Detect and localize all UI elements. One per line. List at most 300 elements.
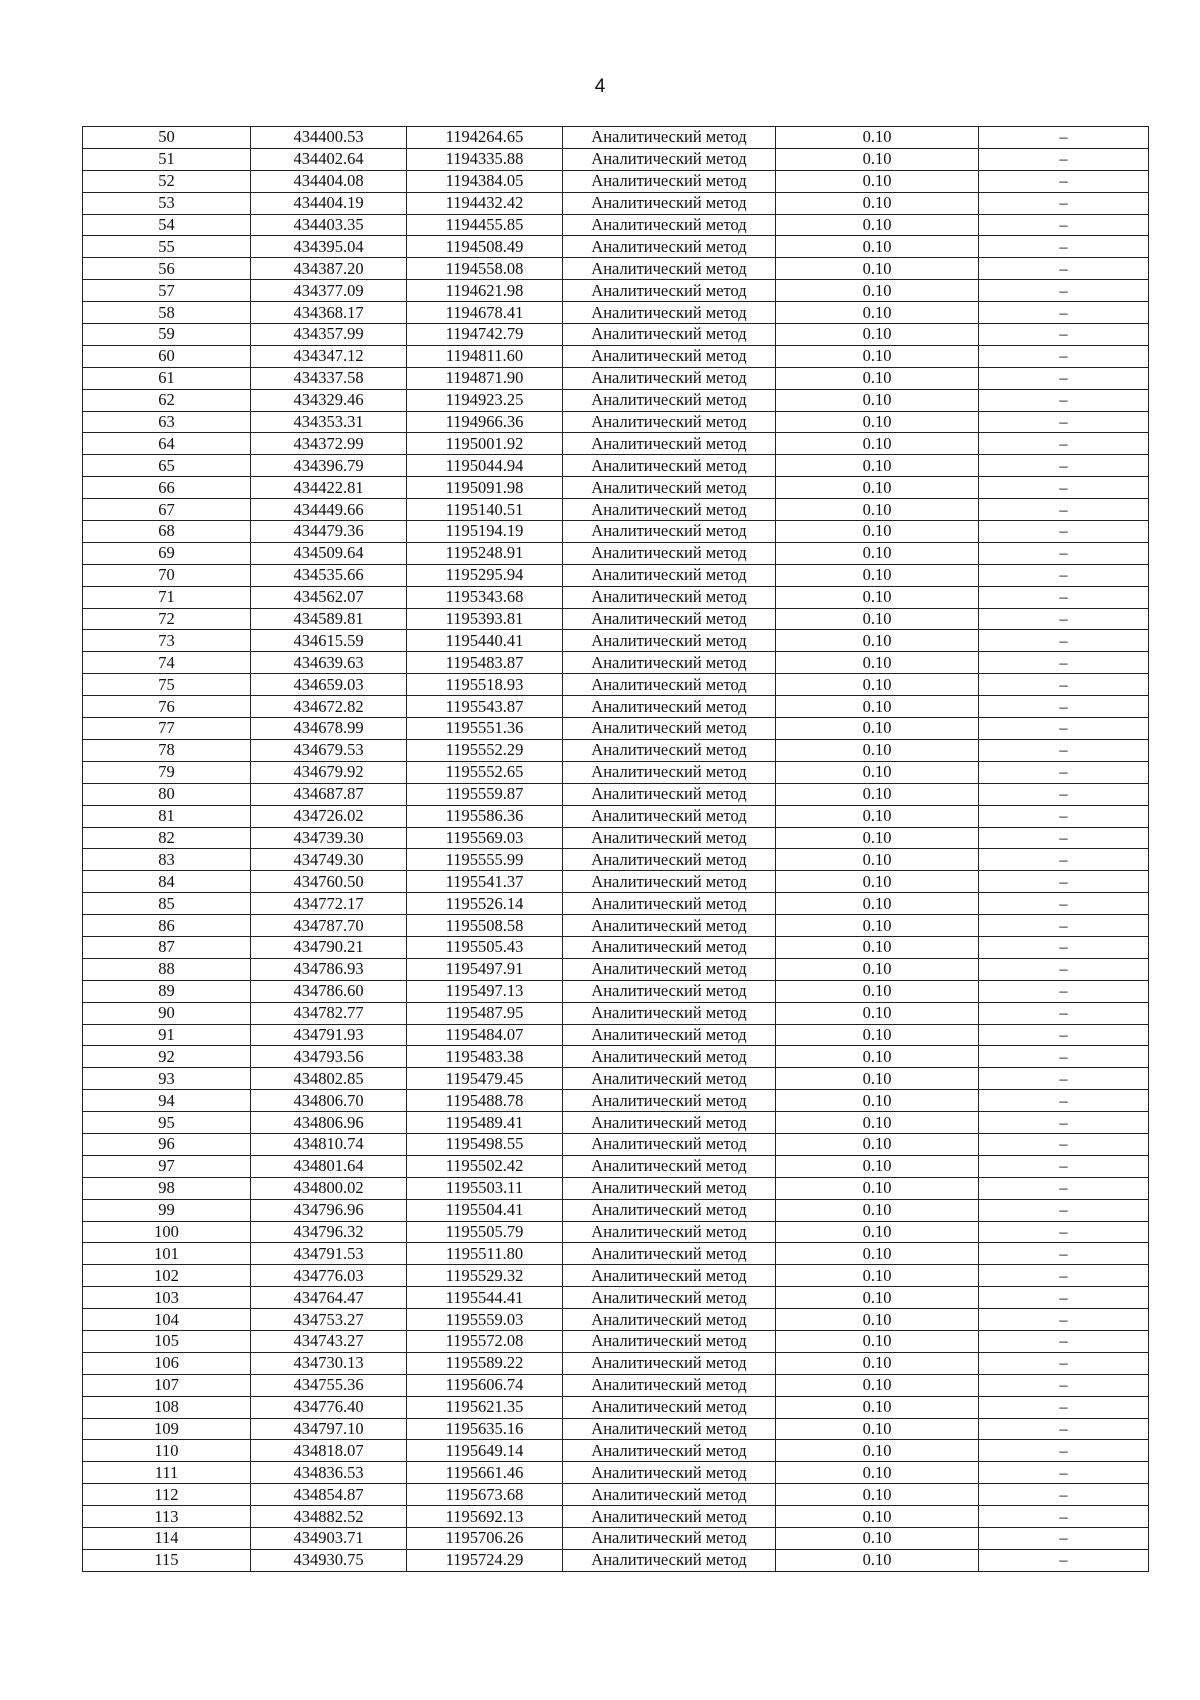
- method-cell: Аналитический метод: [563, 1177, 776, 1199]
- point-number-cell: 87: [83, 936, 251, 958]
- y-coordinate-cell: 1194871.90: [407, 367, 563, 389]
- method-cell: Аналитический метод: [563, 849, 776, 871]
- point-number-cell: 62: [83, 389, 251, 411]
- method-cell: Аналитический метод: [563, 214, 776, 236]
- table-row: [83, 214, 1149, 236]
- accuracy-cell: 0.10: [776, 1440, 979, 1462]
- y-coordinate-cell: 1195479.45: [407, 1068, 563, 1090]
- point-number-cell: 50: [83, 127, 251, 149]
- accuracy-cell: 0.10: [776, 1462, 979, 1484]
- y-coordinate-cell: 1195552.29: [407, 739, 563, 761]
- method-cell: Аналитический метод: [563, 389, 776, 411]
- point-number-cell: 88: [83, 958, 251, 980]
- y-coordinate-cell: 1195488.78: [407, 1090, 563, 1112]
- note-cell: –: [979, 170, 1149, 192]
- y-coordinate-cell: 1195569.03: [407, 827, 563, 849]
- point-number-cell: 115: [83, 1549, 251, 1571]
- note-cell: –: [979, 849, 1149, 871]
- note-cell: –: [979, 1287, 1149, 1309]
- y-coordinate-cell: 1195526.14: [407, 893, 563, 915]
- method-cell: Аналитический метод: [563, 1506, 776, 1528]
- y-coordinate-cell: 1195508.58: [407, 915, 563, 937]
- method-cell: Аналитический метод: [563, 980, 776, 1002]
- y-coordinate-cell: 1195343.68: [407, 586, 563, 608]
- table-row: [83, 1484, 1149, 1506]
- method-cell: Аналитический метод: [563, 652, 776, 674]
- note-cell: –: [979, 302, 1149, 324]
- accuracy-cell: 0.10: [776, 1265, 979, 1287]
- accuracy-cell: 0.10: [776, 345, 979, 367]
- x-coordinate-cell: 434679.92: [251, 761, 407, 783]
- method-cell: Аналитический метод: [563, 1090, 776, 1112]
- method-cell: Аналитический метод: [563, 1374, 776, 1396]
- table-row: [83, 1002, 1149, 1024]
- table-row: [83, 980, 1149, 1002]
- accuracy-cell: 0.10: [776, 827, 979, 849]
- table-row: [83, 367, 1149, 389]
- method-cell: Аналитический метод: [563, 827, 776, 849]
- note-cell: –: [979, 411, 1149, 433]
- x-coordinate-cell: 434749.30: [251, 849, 407, 871]
- method-cell: Аналитический метод: [563, 1352, 776, 1374]
- point-number-cell: 77: [83, 718, 251, 740]
- accuracy-cell: 0.10: [776, 564, 979, 586]
- point-number-cell: 100: [83, 1221, 251, 1243]
- x-coordinate-cell: 434535.66: [251, 564, 407, 586]
- table-row: [83, 258, 1149, 280]
- accuracy-cell: 0.10: [776, 1155, 979, 1177]
- point-number-cell: 105: [83, 1330, 251, 1352]
- y-coordinate-cell: 1195518.93: [407, 674, 563, 696]
- point-number-cell: 93: [83, 1068, 251, 1090]
- note-cell: –: [979, 630, 1149, 652]
- x-coordinate-cell: 434786.60: [251, 980, 407, 1002]
- method-cell: Аналитический метод: [563, 1287, 776, 1309]
- y-coordinate-cell: 1194811.60: [407, 345, 563, 367]
- accuracy-cell: 0.10: [776, 761, 979, 783]
- x-coordinate-cell: 434739.30: [251, 827, 407, 849]
- y-coordinate-cell: 1195551.36: [407, 718, 563, 740]
- x-coordinate-cell: 434797.10: [251, 1418, 407, 1440]
- table-row: [83, 499, 1149, 521]
- x-coordinate-cell: 434422.81: [251, 477, 407, 499]
- y-coordinate-cell: 1194432.42: [407, 192, 563, 214]
- y-coordinate-cell: 1195692.13: [407, 1506, 563, 1528]
- method-cell: Аналитический метод: [563, 1396, 776, 1418]
- point-number-cell: 98: [83, 1177, 251, 1199]
- point-number-cell: 69: [83, 542, 251, 564]
- note-cell: –: [979, 586, 1149, 608]
- method-cell: Аналитический метод: [563, 805, 776, 827]
- point-number-cell: 60: [83, 345, 251, 367]
- y-coordinate-cell: 1195044.94: [407, 455, 563, 477]
- note-cell: –: [979, 214, 1149, 236]
- accuracy-cell: 0.10: [776, 127, 979, 149]
- accuracy-cell: 0.10: [776, 148, 979, 170]
- accuracy-cell: 0.10: [776, 192, 979, 214]
- point-number-cell: 102: [83, 1265, 251, 1287]
- note-cell: –: [979, 1177, 1149, 1199]
- note-cell: –: [979, 192, 1149, 214]
- y-coordinate-cell: 1195552.65: [407, 761, 563, 783]
- accuracy-cell: 0.10: [776, 893, 979, 915]
- point-number-cell: 108: [83, 1396, 251, 1418]
- accuracy-cell: 0.10: [776, 1112, 979, 1134]
- y-coordinate-cell: 1195572.08: [407, 1330, 563, 1352]
- point-number-cell: 91: [83, 1024, 251, 1046]
- table-row: [83, 1418, 1149, 1440]
- accuracy-cell: 0.10: [776, 1068, 979, 1090]
- x-coordinate-cell: 434509.64: [251, 542, 407, 564]
- accuracy-cell: 0.10: [776, 1330, 979, 1352]
- y-coordinate-cell: 1194508.49: [407, 236, 563, 258]
- table-row: [83, 1133, 1149, 1155]
- y-coordinate-cell: 1195140.51: [407, 499, 563, 521]
- y-coordinate-cell: 1195706.26: [407, 1528, 563, 1550]
- table-row: [83, 1155, 1149, 1177]
- note-cell: –: [979, 236, 1149, 258]
- x-coordinate-cell: 434726.02: [251, 805, 407, 827]
- y-coordinate-cell: 1194264.65: [407, 127, 563, 149]
- y-coordinate-cell: 1195724.29: [407, 1549, 563, 1571]
- x-coordinate-cell: 434753.27: [251, 1309, 407, 1331]
- point-number-cell: 57: [83, 280, 251, 302]
- table-row: [83, 1549, 1149, 1571]
- table-row: [83, 477, 1149, 499]
- table-row: [83, 236, 1149, 258]
- table-row: [83, 1287, 1149, 1309]
- table-row: [83, 1243, 1149, 1265]
- accuracy-cell: 0.10: [776, 280, 979, 302]
- x-coordinate-cell: 434791.53: [251, 1243, 407, 1265]
- accuracy-cell: 0.10: [776, 1243, 979, 1265]
- table-row: [83, 936, 1149, 958]
- accuracy-cell: 0.10: [776, 608, 979, 630]
- table-row: [83, 827, 1149, 849]
- note-cell: –: [979, 1243, 1149, 1265]
- note-cell: –: [979, 696, 1149, 718]
- y-coordinate-cell: 1195511.80: [407, 1243, 563, 1265]
- method-cell: Аналитический метод: [563, 324, 776, 346]
- y-coordinate-cell: 1195543.87: [407, 696, 563, 718]
- table-row: [83, 805, 1149, 827]
- note-cell: –: [979, 127, 1149, 149]
- method-cell: Аналитический метод: [563, 1462, 776, 1484]
- x-coordinate-cell: 434790.21: [251, 936, 407, 958]
- point-number-cell: 61: [83, 367, 251, 389]
- y-coordinate-cell: 1195559.03: [407, 1309, 563, 1331]
- table-row: [83, 564, 1149, 586]
- point-number-cell: 85: [83, 893, 251, 915]
- x-coordinate-cell: 434801.64: [251, 1155, 407, 1177]
- accuracy-cell: 0.10: [776, 214, 979, 236]
- method-cell: Аналитический метод: [563, 564, 776, 586]
- method-cell: Аналитический метод: [563, 1155, 776, 1177]
- point-number-cell: 78: [83, 739, 251, 761]
- x-coordinate-cell: 434776.40: [251, 1396, 407, 1418]
- y-coordinate-cell: 1195586.36: [407, 805, 563, 827]
- accuracy-cell: 0.10: [776, 1221, 979, 1243]
- accuracy-cell: 0.10: [776, 367, 979, 389]
- accuracy-cell: 0.10: [776, 1418, 979, 1440]
- accuracy-cell: 0.10: [776, 1528, 979, 1550]
- table-row: [83, 1330, 1149, 1352]
- point-number-cell: 94: [83, 1090, 251, 1112]
- note-cell: –: [979, 608, 1149, 630]
- y-coordinate-cell: 1195503.11: [407, 1177, 563, 1199]
- x-coordinate-cell: 434377.09: [251, 280, 407, 302]
- y-coordinate-cell: 1195001.92: [407, 433, 563, 455]
- method-cell: Аналитический метод: [563, 1002, 776, 1024]
- accuracy-cell: 0.10: [776, 630, 979, 652]
- table-row: [83, 127, 1149, 149]
- x-coordinate-cell: 434810.74: [251, 1133, 407, 1155]
- y-coordinate-cell: 1194966.36: [407, 411, 563, 433]
- accuracy-cell: 0.10: [776, 258, 979, 280]
- point-number-cell: 97: [83, 1155, 251, 1177]
- y-coordinate-cell: 1194558.08: [407, 258, 563, 280]
- note-cell: –: [979, 827, 1149, 849]
- x-coordinate-cell: 434782.77: [251, 1002, 407, 1024]
- accuracy-cell: 0.10: [776, 433, 979, 455]
- accuracy-cell: 0.10: [776, 1374, 979, 1396]
- accuracy-cell: 0.10: [776, 586, 979, 608]
- point-number-cell: 81: [83, 805, 251, 827]
- table-row: [83, 893, 1149, 915]
- point-number-cell: 64: [83, 433, 251, 455]
- point-number-cell: 83: [83, 849, 251, 871]
- y-coordinate-cell: 1195606.74: [407, 1374, 563, 1396]
- y-coordinate-cell: 1195589.22: [407, 1352, 563, 1374]
- point-number-cell: 53: [83, 192, 251, 214]
- table-row: [83, 1199, 1149, 1221]
- x-coordinate-cell: 434772.17: [251, 893, 407, 915]
- note-cell: –: [979, 1506, 1149, 1528]
- method-cell: Аналитический метод: [563, 586, 776, 608]
- note-cell: –: [979, 433, 1149, 455]
- accuracy-cell: 0.10: [776, 652, 979, 674]
- note-cell: –: [979, 915, 1149, 937]
- coordinates-table-body: [83, 127, 1149, 1572]
- y-coordinate-cell: 1194678.41: [407, 302, 563, 324]
- method-cell: Аналитический метод: [563, 958, 776, 980]
- method-cell: Аналитический метод: [563, 499, 776, 521]
- accuracy-cell: 0.10: [776, 1352, 979, 1374]
- note-cell: –: [979, 761, 1149, 783]
- y-coordinate-cell: 1194384.05: [407, 170, 563, 192]
- x-coordinate-cell: 434615.59: [251, 630, 407, 652]
- method-cell: Аналитический метод: [563, 1330, 776, 1352]
- accuracy-cell: 0.10: [776, 696, 979, 718]
- x-coordinate-cell: 434743.27: [251, 1330, 407, 1352]
- method-cell: Аналитический метод: [563, 630, 776, 652]
- y-coordinate-cell: 1195649.14: [407, 1440, 563, 1462]
- point-number-cell: 99: [83, 1199, 251, 1221]
- table-row: [83, 389, 1149, 411]
- point-number-cell: 89: [83, 980, 251, 1002]
- x-coordinate-cell: 434760.50: [251, 871, 407, 893]
- table-row: [83, 280, 1149, 302]
- point-number-cell: 54: [83, 214, 251, 236]
- table-row: [83, 411, 1149, 433]
- table-row: [83, 849, 1149, 871]
- x-coordinate-cell: 434396.79: [251, 455, 407, 477]
- note-cell: –: [979, 783, 1149, 805]
- point-number-cell: 59: [83, 324, 251, 346]
- method-cell: Аналитический метод: [563, 936, 776, 958]
- accuracy-cell: 0.10: [776, 236, 979, 258]
- accuracy-cell: 0.10: [776, 455, 979, 477]
- method-cell: Аналитический метод: [563, 192, 776, 214]
- note-cell: –: [979, 477, 1149, 499]
- accuracy-cell: 0.10: [776, 324, 979, 346]
- method-cell: Аналитический метод: [563, 1440, 776, 1462]
- y-coordinate-cell: 1195497.13: [407, 980, 563, 1002]
- table-row: [83, 1352, 1149, 1374]
- table-row: [83, 324, 1149, 346]
- x-coordinate-cell: 434404.19: [251, 192, 407, 214]
- y-coordinate-cell: 1195483.87: [407, 652, 563, 674]
- accuracy-cell: 0.10: [776, 1046, 979, 1068]
- note-cell: –: [979, 1418, 1149, 1440]
- x-coordinate-cell: 434479.36: [251, 521, 407, 543]
- point-number-cell: 52: [83, 170, 251, 192]
- note-cell: –: [979, 936, 1149, 958]
- accuracy-cell: 0.10: [776, 1484, 979, 1506]
- method-cell: Аналитический метод: [563, 1309, 776, 1331]
- point-number-cell: 70: [83, 564, 251, 586]
- method-cell: Аналитический метод: [563, 367, 776, 389]
- note-cell: –: [979, 1112, 1149, 1134]
- note-cell: –: [979, 1352, 1149, 1374]
- table-row: [83, 1024, 1149, 1046]
- point-number-cell: 79: [83, 761, 251, 783]
- method-cell: Аналитический метод: [563, 148, 776, 170]
- point-number-cell: 110: [83, 1440, 251, 1462]
- y-coordinate-cell: 1194335.88: [407, 148, 563, 170]
- accuracy-cell: 0.10: [776, 1309, 979, 1331]
- method-cell: Аналитический метод: [563, 345, 776, 367]
- table-row: [83, 345, 1149, 367]
- y-coordinate-cell: 1195529.32: [407, 1265, 563, 1287]
- note-cell: –: [979, 1199, 1149, 1221]
- point-number-cell: 96: [83, 1133, 251, 1155]
- table-row: [83, 674, 1149, 696]
- point-number-cell: 82: [83, 827, 251, 849]
- accuracy-cell: 0.10: [776, 521, 979, 543]
- note-cell: –: [979, 345, 1149, 367]
- note-cell: –: [979, 739, 1149, 761]
- x-coordinate-cell: 434387.20: [251, 258, 407, 280]
- method-cell: Аналитический метод: [563, 718, 776, 740]
- accuracy-cell: 0.10: [776, 980, 979, 1002]
- accuracy-cell: 0.10: [776, 389, 979, 411]
- point-number-cell: 75: [83, 674, 251, 696]
- x-coordinate-cell: 434329.46: [251, 389, 407, 411]
- y-coordinate-cell: 1195559.87: [407, 783, 563, 805]
- table-row: [83, 1221, 1149, 1243]
- x-coordinate-cell: 434449.66: [251, 499, 407, 521]
- y-coordinate-cell: 1195505.79: [407, 1221, 563, 1243]
- method-cell: Аналитический метод: [563, 1484, 776, 1506]
- table-row: [83, 958, 1149, 980]
- note-cell: –: [979, 1024, 1149, 1046]
- y-coordinate-cell: 1195541.37: [407, 871, 563, 893]
- table-row: [83, 586, 1149, 608]
- method-cell: Аналитический метод: [563, 1068, 776, 1090]
- method-cell: Аналитический метод: [563, 521, 776, 543]
- accuracy-cell: 0.10: [776, 1506, 979, 1528]
- note-cell: –: [979, 718, 1149, 740]
- table-row: [83, 1177, 1149, 1199]
- x-coordinate-cell: 434404.08: [251, 170, 407, 192]
- x-coordinate-cell: 434347.12: [251, 345, 407, 367]
- method-cell: Аналитический метод: [563, 1243, 776, 1265]
- x-coordinate-cell: 434659.03: [251, 674, 407, 696]
- x-coordinate-cell: 434796.96: [251, 1199, 407, 1221]
- method-cell: Аналитический метод: [563, 170, 776, 192]
- accuracy-cell: 0.10: [776, 542, 979, 564]
- x-coordinate-cell: 434672.82: [251, 696, 407, 718]
- method-cell: Аналитический метод: [563, 1528, 776, 1550]
- x-coordinate-cell: 434357.99: [251, 324, 407, 346]
- table-row: [83, 1046, 1149, 1068]
- point-number-cell: 92: [83, 1046, 251, 1068]
- y-coordinate-cell: 1195673.68: [407, 1484, 563, 1506]
- method-cell: Аналитический метод: [563, 1046, 776, 1068]
- x-coordinate-cell: 434836.53: [251, 1462, 407, 1484]
- x-coordinate-cell: 434802.85: [251, 1068, 407, 1090]
- x-coordinate-cell: 434353.31: [251, 411, 407, 433]
- point-number-cell: 90: [83, 1002, 251, 1024]
- method-cell: Аналитический метод: [563, 761, 776, 783]
- note-cell: –: [979, 1221, 1149, 1243]
- x-coordinate-cell: 434903.71: [251, 1528, 407, 1550]
- y-coordinate-cell: 1195194.19: [407, 521, 563, 543]
- x-coordinate-cell: 434796.32: [251, 1221, 407, 1243]
- note-cell: –: [979, 148, 1149, 170]
- y-coordinate-cell: 1194923.25: [407, 389, 563, 411]
- note-cell: –: [979, 1484, 1149, 1506]
- x-coordinate-cell: 434787.70: [251, 915, 407, 937]
- x-coordinate-cell: 434806.70: [251, 1090, 407, 1112]
- y-coordinate-cell: 1195504.41: [407, 1199, 563, 1221]
- x-coordinate-cell: 434930.75: [251, 1549, 407, 1571]
- point-number-cell: 63: [83, 411, 251, 433]
- method-cell: Аналитический метод: [563, 608, 776, 630]
- note-cell: –: [979, 1155, 1149, 1177]
- table-row: [83, 1374, 1149, 1396]
- table-row: [83, 1068, 1149, 1090]
- note-cell: –: [979, 1330, 1149, 1352]
- accuracy-cell: 0.10: [776, 1133, 979, 1155]
- accuracy-cell: 0.10: [776, 1287, 979, 1309]
- point-number-cell: 101: [83, 1243, 251, 1265]
- x-coordinate-cell: 434395.04: [251, 236, 407, 258]
- point-number-cell: 106: [83, 1352, 251, 1374]
- note-cell: –: [979, 499, 1149, 521]
- table-row: [83, 455, 1149, 477]
- accuracy-cell: 0.10: [776, 718, 979, 740]
- x-coordinate-cell: 434403.35: [251, 214, 407, 236]
- note-cell: –: [979, 893, 1149, 915]
- point-number-cell: 107: [83, 1374, 251, 1396]
- y-coordinate-cell: 1195440.41: [407, 630, 563, 652]
- point-number-cell: 55: [83, 236, 251, 258]
- note-cell: –: [979, 1528, 1149, 1550]
- table-row: [83, 542, 1149, 564]
- method-cell: Аналитический метод: [563, 696, 776, 718]
